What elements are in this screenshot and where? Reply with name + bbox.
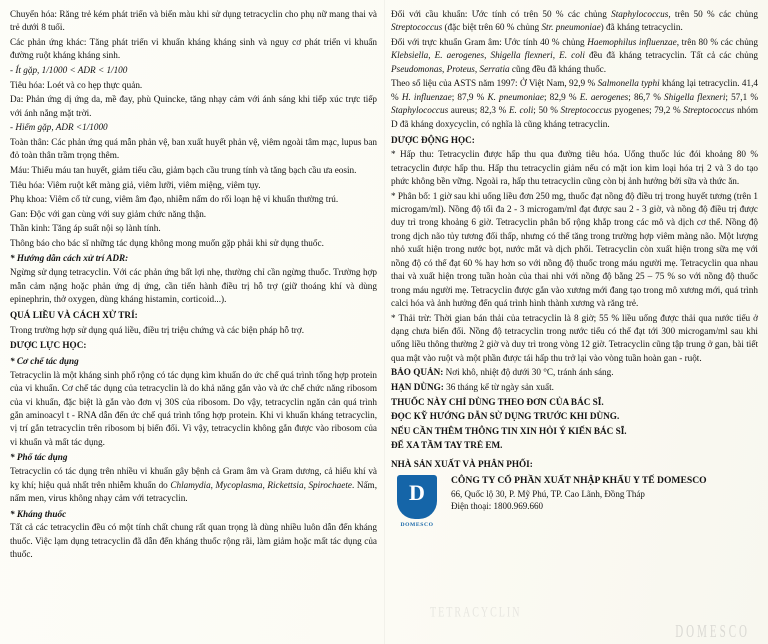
- pharmacokinetics-heading: DƯỢC ĐỘNG HỌC:: [391, 134, 475, 145]
- gram-negative-resistance-paragraph: Đối với trực khuẩn Gram âm: Ước tính 40 % chủng Haemophilus influenzae, trên 80 % các chủng Klebsiella, E. aerogenes, Shigella flexneri, E. coli đều đã kháng tetracyclin. Tất cả các chủng Pseudomonas, Proteus, Serratia cũng đều đã kháng thuốc.: [391, 37, 759, 74]
- adr-gi-rare: Tiêu hóa: Viêm ruột kết màng giả, viêm lưỡi, viêm miệng, viêm tụy.: [10, 179, 261, 190]
- overdose-text: Trong trường hợp sử dụng quá liều, điều trị triệu chứng và các biện pháp hỗ trợ.: [10, 324, 305, 335]
- manufacturer-details: [391, 475, 758, 529]
- watermark-tetracyclin: TETRACYCLIN: [430, 604, 522, 621]
- manufacturer-heading: NHÀ SẢN XUẤT VÀ PHÂN PHỐI:: [391, 458, 533, 469]
- shelf-life-line: [391, 381, 758, 394]
- overdose-heading: QUÁ LIỀU VÀ CÁCH XỬ TRÍ:: [10, 310, 138, 321]
- page-fold-line: [384, 0, 385, 644]
- manufacturer-block: [391, 458, 758, 530]
- warning-read-instructions: ĐỌC KỸ HƯỚNG DẪN SỬ DỤNG TRƯỚC KHI DÙNG.: [391, 411, 620, 422]
- company-phone: Điện thoại: 1800.969.660: [451, 501, 543, 512]
- watermark-domesco: DOMESCO: [675, 622, 750, 642]
- other-reactions-paragraph: Các phản ứng khác: Tăng phát triển vi khuẩn kháng kháng sinh và nguy cơ phát triển vi khuẩn đường ruột kháng kháng sinh.: [10, 37, 377, 61]
- shelf-life-text: 36 tháng kể từ ngày sản xuất.: [446, 382, 554, 393]
- adr-blood-rare: Máu: Thiếu máu tan huyết, giảm tiểu cầu, giảm bạch cầu trung tính và tăng bạch cầu ưa eosin.: [10, 164, 357, 175]
- cocci-resistance-paragraph: Đối với cầu khuẩn: Ước tính có trên 50 % các chủng Staphylococcus, trên 50 % các chủng Streptococcus (đặc biệt trên 60 % chủng Str. pneumoniae) đã kháng tetracyclin.: [391, 9, 758, 33]
- spectrum-subheading: * Phổ tác dụng: [10, 452, 68, 463]
- company-address: 66, Quốc lộ 30, P. Mỹ Phú, TP. Cao Lãnh, Đồng Tháp: [451, 488, 645, 499]
- adr-rare-label: - Hiếm gặp, ADR <1/1000: [10, 122, 108, 133]
- right-column: [391, 8, 758, 644]
- mechanism-subheading: * Cơ chế tác dụng: [10, 355, 79, 366]
- pharmacodynamics-heading: DƯỢC LỰC HỌC:: [10, 340, 87, 351]
- manufacturer-text: [451, 475, 758, 513]
- left-column: [10, 8, 377, 644]
- adr-liver-rare: Gan: Độc với gan cùng với suy giảm chức năng thận.: [10, 208, 207, 219]
- storage-line: [391, 366, 758, 379]
- pk-absorption: * Hấp thu: Tetracyclin được hấp thu qua đường tiêu hóa. Uống thuốc lúc đói khoảng 80 % tetracyclin được hấp thu. Hấp thu tetracyclin giảm nếu có mặt ion kim loại hóa trị 2 và 3 do tạo phức không bền vững. Ngoài ra, hấp thu tetracyclin cũng còn bị ảnh hưởng bởi sữa và thức ăn.: [391, 149, 758, 186]
- adr-systemic-rare: Toàn thân: Các phản ứng quá mẫn phản vệ, ban xuất huyết phản vệ, viêm ngoài tâm mạc, lupus ban đỏ toàn thân trầm trọng thêm.: [10, 136, 377, 161]
- adr-gi-uncommon: Tiêu hóa: Loét và co hẹp thực quản.: [10, 79, 143, 90]
- domesco-logo-icon: [397, 475, 437, 519]
- company-name: CÔNG TY CỔ PHẦN XUẤT NHẬP KHẨU Y TẾ DOMESCO: [451, 475, 707, 487]
- mechanism-text: Tetracyclin là một kháng sinh phổ rộng có tác dụng kìm khuẩn do ức chế quá trình tổng hợp protein của vi khuẩn. Cơ chế tác dụng của tetracyclin là do khả năng gắn vào và ức chế chức năng ribosom của vi khuẩn, đặc biệt là gắn vào đơn vị 30S của ribosom. Do vậy, tetracyclin ngăn cản quá trình gắn aminoacyl t - RNA dẫn đến ức chế quá trình tổng hợp protein. Khi vi khuẩn kháng tetracyclin, vị trí gắn tetracyclin trên ribosom bị biến đổi. Vì vậy, tetracyclin không gắn được vào ribosom của vi khuẩn và mất tác dụng.: [10, 369, 377, 447]
- warning-ask-doctor: NẾU CẦN THÊM THÔNG TIN XIN HỎI Ý KIẾN BÁC SĨ.: [391, 425, 627, 436]
- adr-report-note: Thông báo cho bác sĩ những tác dụng không mong muốn gặp phải khi sử dụng thuốc.: [10, 238, 324, 248]
- adr-gyn-rare: Phụ khoa: Viêm cổ tử cung, viêm âm đạo, nhiễm nấm do rối loạn hệ vi khuẩn thường trú.: [10, 194, 339, 205]
- warning-keep-away-children: ĐỂ XA TẦM TAY TRẺ EM.: [391, 440, 503, 451]
- adr-skin-uncommon: Da: Phản ứng dị ứng da, mề đay, phù Quincke, tăng nhạy cảm với ánh sáng khi tiếp xúc trực tiếp với ánh nắng mặt trời.: [10, 94, 377, 118]
- shelf-life-label: HẠN DÙNG:: [391, 382, 444, 393]
- pk-elimination: * Thải trừ: Thời gian bán thải của tetracyclin là 8 giờ; 55 % liều uống được thải qua nước tiểu ở dạng chưa biến đổi. Nồng độ tetracyclin trong nước tiểu có thể đạt tới 300 microgam/ml sau khi uống liều thông thường 2 giờ và duy trì trong vòng 12 giờ. Tetracyclin cũng tập trung ở gan, bài tiết qua mật vào ruột và một phần được tái hấp thu trở lại vào vòng tuần hoàn gan - ruột.: [391, 312, 758, 363]
- adr-neuro-rare: Thần kinh: Tăng áp suất nội sọ lành tính.: [10, 223, 161, 234]
- storage-text: Nơi khô, nhiệt độ dưới 30 °C, tránh ánh sáng.: [445, 367, 614, 378]
- metabolism-paragraph: Chuyển hóa: Răng trẻ kém phát triển và biến màu khi sử dụng tetracyclin cho phụ nữ mang thai và trẻ dưới 8 tuổi.: [10, 9, 377, 33]
- adr-uncommon-label: - Ít gặp, 1/1000 < ADR < 1/100: [10, 65, 128, 76]
- domesco-logo-caption: DOMESCO: [400, 522, 434, 529]
- pk-distribution: * Phân bố: 1 giờ sau khi uống liều đơn 250 mg, thuốc đạt nồng độ điều trị trong huyết tương (trên 1 microgam/ml). Nồng độ tối đa 2 - 3 microgam/ml đạt được sau 2 - 3 giờ, và nồng độ điều trị được duy trì trong khoảng 6 giờ. Tetracyclin phân bố rộng khắp trong các mô và dịch cơ thể. Nồng độ trong dịch não tủy tương đối thấp, nhưng có thể tăng trong trường hợp viêm màng não. Một lượng nhỏ xuất hiện trong nước bọt, nước mắt và dịch phổi. Tetracyclin còn xuất hiện trong sữa mẹ với nồng độ có thể đạt 60 % hay hơn so với nồng độ thuốc trong máu người mẹ. Tetracyclin qua nhau thai và xuất hiện trong tuần hoàn của thai nhi với nồng độ bằng 25 – 75 % so với nồng độ thuốc trong máu người mẹ. Tetracyclin được gắn vào xương mới đang tạo trong mô xương mới, quá trình calci hóa và ảnh hưởng đến quá trình hình thành xương và răng trẻ.: [391, 190, 758, 308]
- asts-data-paragraph: Theo số liệu của ASTS năm 1997: Ở Việt Nam, 92,9 % Salmonella typhi kháng lại tetracyclin. 41,4 % H. influenzae; 87,9 % K. pneumoniae; 82,9 % E. aerogenes; 86,7 % Shigella flexneri; 57,1 % Staphylococcus aureus; 82,3 % E. coli; 50 % Streptococcus pyogenes; 79,2 % Streptococcus nhóm D đã kháng doxycyclin, có nghĩa là cũng kháng tetracyclin.: [391, 78, 759, 129]
- resistance-subheading: * Kháng thuốc: [10, 508, 67, 519]
- resistance-text: Tất cả các tetracyclin đều có một tính chất chung rất quan trọng là dùng nhiều luôn dẫn đến kháng thuốc. Việc lạm dụng tetracyclin đã dẫn đến kháng thuốc rộng rãi, làm giảm hoặc mất tác dụng của thuốc.: [10, 522, 377, 560]
- domesco-logo: [391, 475, 443, 529]
- storage-label: BẢO QUẢN:: [391, 367, 444, 378]
- spectrum-text: Tetracyclin có tác dụng trên nhiều vi khuẩn gây bệnh cả Gram âm và Gram dương, cả hiếu khí và kỵ khí; hiệu quả nhất trên nhiễm khuẩn do Chlamydia, Mycoplasma, Rickettsia, Spirochaete. Nấm, nấm men, virus không nhạy cảm với tetracyclin.: [10, 466, 377, 504]
- warning-prescription-only: THUỐC NÀY CHỈ DÙNG THEO ĐƠN CỦA BÁC SĨ.: [391, 396, 604, 407]
- adr-guidance-text: Ngừng sử dụng tetracyclin. Với các phản ứng bất lợi nhẹ, thường chỉ cần ngừng thuốc. Trường hợp mẫn cảm nặng hoặc phản ứng dị ứng, cần tiến hành điều trị hỗ trợ (giữ thoáng khí và dùng epinephrin, thở oxygen, dùng kháng histamin, corticoid...).: [10, 267, 377, 305]
- adr-guidance-heading: * Hướng dẫn cách xử trí ADR:: [10, 253, 129, 264]
